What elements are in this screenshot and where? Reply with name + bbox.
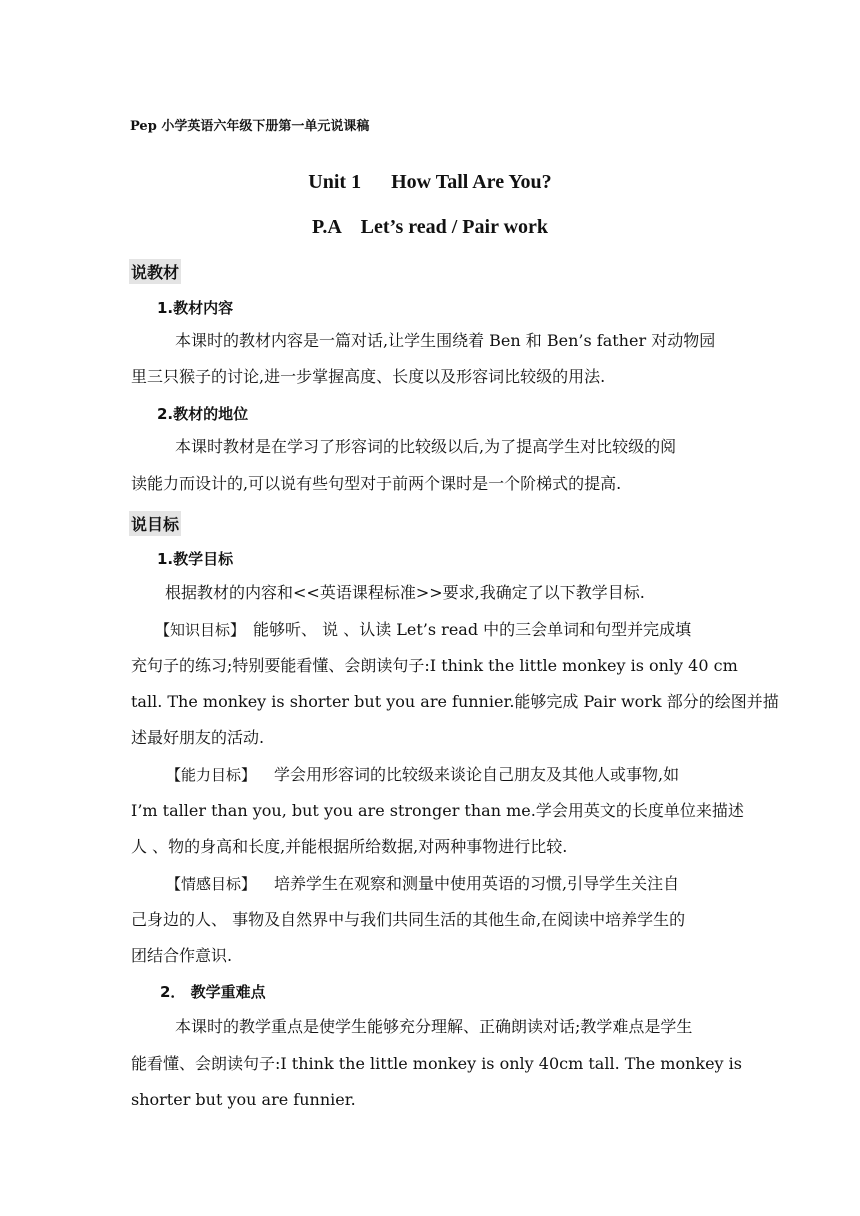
knowledge-goal-text: 能够听、 说 、认读 Let’s read 中的三会单词和句型并完成填	[253, 620, 692, 639]
paragraph-line: 里三只猴子的讨论,进一步掌握高度、长度以及形容词比较级的用法.	[131, 367, 606, 386]
emotion-goal-tag: 【情感目标】	[166, 875, 257, 893]
paragraph-line: 述最好朋友的活动.	[131, 728, 265, 747]
section-heading-mubiao: 说目标	[129, 511, 181, 536]
paragraph-line: 能看懂、会朗读句子:I think the little monkey is only 40cm tall. The monkey is	[131, 1054, 742, 1073]
paragraph-line: 本课时的教学重点是使学生能够充分理解、正确朗读对话;教学难点是学生	[175, 1017, 693, 1036]
section-heading-jiaocai: 说教材	[129, 259, 181, 284]
paragraph-line: 读能力而设计的,可以说有些句型对于前两个课时是一个阶梯式的提高.	[131, 474, 622, 493]
subheading-status: 2.教材的地位	[157, 405, 249, 423]
paragraph-line: 本课时的教材内容是一篇对话,让学生围绕着 Ben 和 Ben’s father 对动物园	[175, 331, 716, 350]
paragraph-line: 己身边的人、 事物及自然界中与我们共同生活的其他生命,在阅读中培养学生的	[131, 910, 686, 929]
ability-goal-line	[166, 765, 679, 785]
paragraph-line: shorter but you are funnier.	[131, 1090, 356, 1109]
ability-goal-text: 学会用形容词的比较级来谈论自己朋友及其他人或事物,如	[274, 765, 680, 784]
lesson-title: P.A Let’s read / Pair work	[311, 216, 549, 238]
paragraph-line: I’m taller than you, but you are stronger than me.学会用英文的长度单位来描述	[131, 801, 744, 820]
knowledge-goal-line	[155, 620, 691, 640]
ability-goal-tag: 【能力目标】	[166, 766, 257, 784]
emotion-goal-line	[166, 874, 679, 894]
unit-title: Unit 1 How Tall Are You?	[308, 171, 552, 193]
paragraph-line: tall. The monkey is shorter but you are funnier.能够完成 Pair work 部分的绘图并描	[131, 692, 779, 711]
subheading-content: 1.教材内容	[157, 299, 234, 317]
paragraph-line: 团结合作意识.	[131, 946, 233, 965]
paragraph-line: 充句子的练习;特别要能看懂、会朗读句子:I think the little monkey is only 40 cm	[131, 656, 738, 675]
paragraph-line: 人 、物的身高和长度,并能根据所给数据,对两种事物进行比较.	[131, 837, 568, 856]
subheading-goals: 1.教学目标	[157, 550, 234, 568]
subheading-key-points: 2． 教学重难点	[160, 983, 266, 1001]
header-note: Pep 小学英语六年级下册第一单元说课稿	[130, 119, 370, 134]
emotion-goal-text: 培养学生在观察和测量中使用英语的习惯,引导学生关注自	[274, 874, 680, 893]
knowledge-goal-tag: 【知识目标】	[155, 621, 246, 639]
paragraph-line: 本课时教材是在学习了形容词的比较级以后,为了提高学生对比较级的阅	[175, 437, 677, 456]
paragraph-line: 根据教材的内容和<<英语课程标准>>要求,我确定了以下教学目标.	[165, 583, 645, 602]
